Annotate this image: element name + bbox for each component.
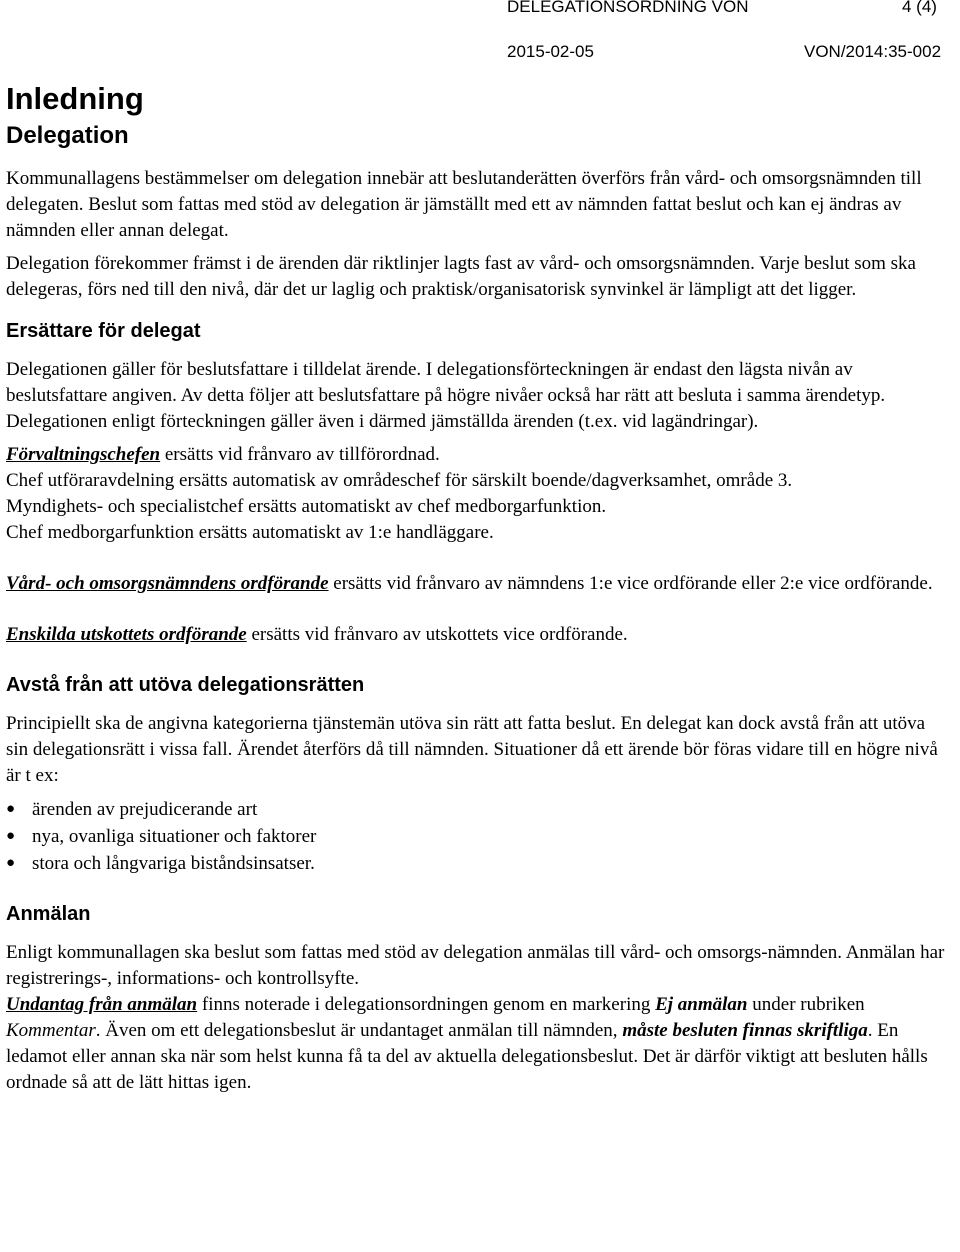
bullet-icon: ● bbox=[6, 855, 16, 871]
heading-ersattare: Ersättare för delegat bbox=[6, 320, 201, 342]
paragraph-delegationen-galler: Delegationen gäller för beslutsfattare i tilldelat ärende. I delegationsförteckningen är endast den lägsta nivån av beslutsfattare angiven. Av detta följer att beslutsfattare på högre nivåer också har rätt att besluta i samma ärendetyp. Delegationen enligt förteckningen gäller även i därmed jämställda ärenden (t.ex. vid lagändringar). bbox=[6, 359, 886, 432]
paragraph-enligt-kommunallagen: Enligt kommunallagen ska beslut som fattas med stöd av delegation anmälas till vård- och omsorgs-nämnden. Anmälan har registrerings-, informations- och kontrollsyfte. bbox=[6, 942, 945, 989]
ordforande-text: ersätts vid frånvaro av nämndens 1:e vice ordförande eller 2:e vice ordförande. bbox=[328, 573, 933, 594]
list-item: ● stora och långvariga biståndsinsatser. bbox=[6, 850, 950, 877]
paragraph-delegation-forekommer: Delegation förekommer främst i de ärenden där riktlinjer lagts fast av vård- och omsorgsnämnden. Varje beslut som ska delegeras, förs ned till den nivå, där det ur laglig och praktisk/organisatorisk synvinkel är lämpligt att det ligger. bbox=[6, 253, 916, 300]
page-number: 4 (4) bbox=[902, 0, 937, 16]
paragraph-myndighetschef: Myndighets- och specialistchef ersätts automatiskt av chef medborgarfunktion. bbox=[6, 496, 607, 517]
forvaltningschefen-label: Förvaltningschefen bbox=[6, 444, 161, 465]
paragraph-chef-utforaravdelning: Chef utföraravdelning ersätts automatisk av områdeschef för särskilt boende/dagverksamhet, område 3. bbox=[6, 470, 793, 491]
utskottets-ordforande-label: Enskilda utskottets ordförande bbox=[6, 624, 247, 645]
ej-anmalan-label: Ej anmälan bbox=[655, 994, 748, 1015]
header-reference: VON/2014:35-002 bbox=[804, 42, 942, 61]
paragraph-undantag: Undantag från anmälan finns noterade i delegationsordningen genom en markering Ej anmälan under rubriken bbox=[6, 994, 865, 1015]
undantag-label: Undantag från anmälan bbox=[6, 994, 198, 1015]
paragraph-utskottets-ordforande bbox=[6, 622, 950, 648]
bullet-icon: ● bbox=[6, 801, 16, 817]
heading-anmalan: Anmälan bbox=[6, 903, 91, 925]
paragraph-forvaltningschefen bbox=[6, 442, 950, 468]
forvaltningschefen-text: ersätts vid frånvaro av tillförordnad. bbox=[160, 444, 440, 465]
utskottets-ordforande-text: ersätts vid frånvaro av utskottets vice ordförande. bbox=[246, 624, 628, 645]
header-date: 2015-02-05 bbox=[507, 42, 594, 61]
document-body bbox=[6, 80, 950, 1096]
heading-inledning: Inledning bbox=[6, 81, 144, 116]
list-item: ● ärenden av prejudicerande art bbox=[6, 796, 950, 823]
paragraph-kommunallagen: Kommunallagens bestämmelser om delegation innebär att beslutanderätten överförs från vård- och omsorgsnämnden till delegaten. Beslut som fattas med stöd av delegation är jämställt med ett av nämnden fattat beslut och kan ej ändras av nämnden eller annan delegat. bbox=[6, 168, 922, 241]
situation-list bbox=[6, 796, 950, 877]
paragraph-kommentar: Kommentar. Även om ett delegationsbeslut är undantaget anmälan till nämnden, måste besluten finnas skriftliga. En ledamot eller annan ska när som helst kunna få ta del av aktuella delegationsbeslut. Det är därför viktigt att besluten hålls ordnade så att de lätt hittas igen. bbox=[6, 1020, 928, 1093]
ordforande-label: Vård- och omsorgsnämndens ordförande bbox=[6, 573, 329, 594]
list-item: ● nya, ovanliga situationer och faktorer bbox=[6, 823, 950, 850]
maste-besluten-label: måste besluten finnas skriftliga bbox=[622, 1020, 868, 1041]
paragraph-principiellt: Principiellt ska de angivna kategorierna tjänstemän utöva sin rätt att fatta beslut. En delegat kan dock avstå från att utöva sin delegationsrätt i vissa fall. Ärendet återförs då till nämnden. Situationer då ett ärende bör föras vidare till en högre nivå är t ex: bbox=[6, 713, 938, 786]
heading-delegation: Delegation bbox=[6, 122, 129, 149]
kommentar-label: Kommentar bbox=[6, 1020, 96, 1041]
paragraph-ordforande bbox=[6, 571, 950, 597]
paragraph-chef-medborgarfunktion: Chef medborgarfunktion ersätts automatiskt av 1:e handläggare. bbox=[6, 522, 494, 543]
header-title: DELEGATIONSORDNING VON bbox=[507, 0, 749, 16]
heading-avsta: Avstå från att utöva delegationsrätten bbox=[6, 674, 365, 696]
bullet-icon: ● bbox=[6, 828, 16, 844]
